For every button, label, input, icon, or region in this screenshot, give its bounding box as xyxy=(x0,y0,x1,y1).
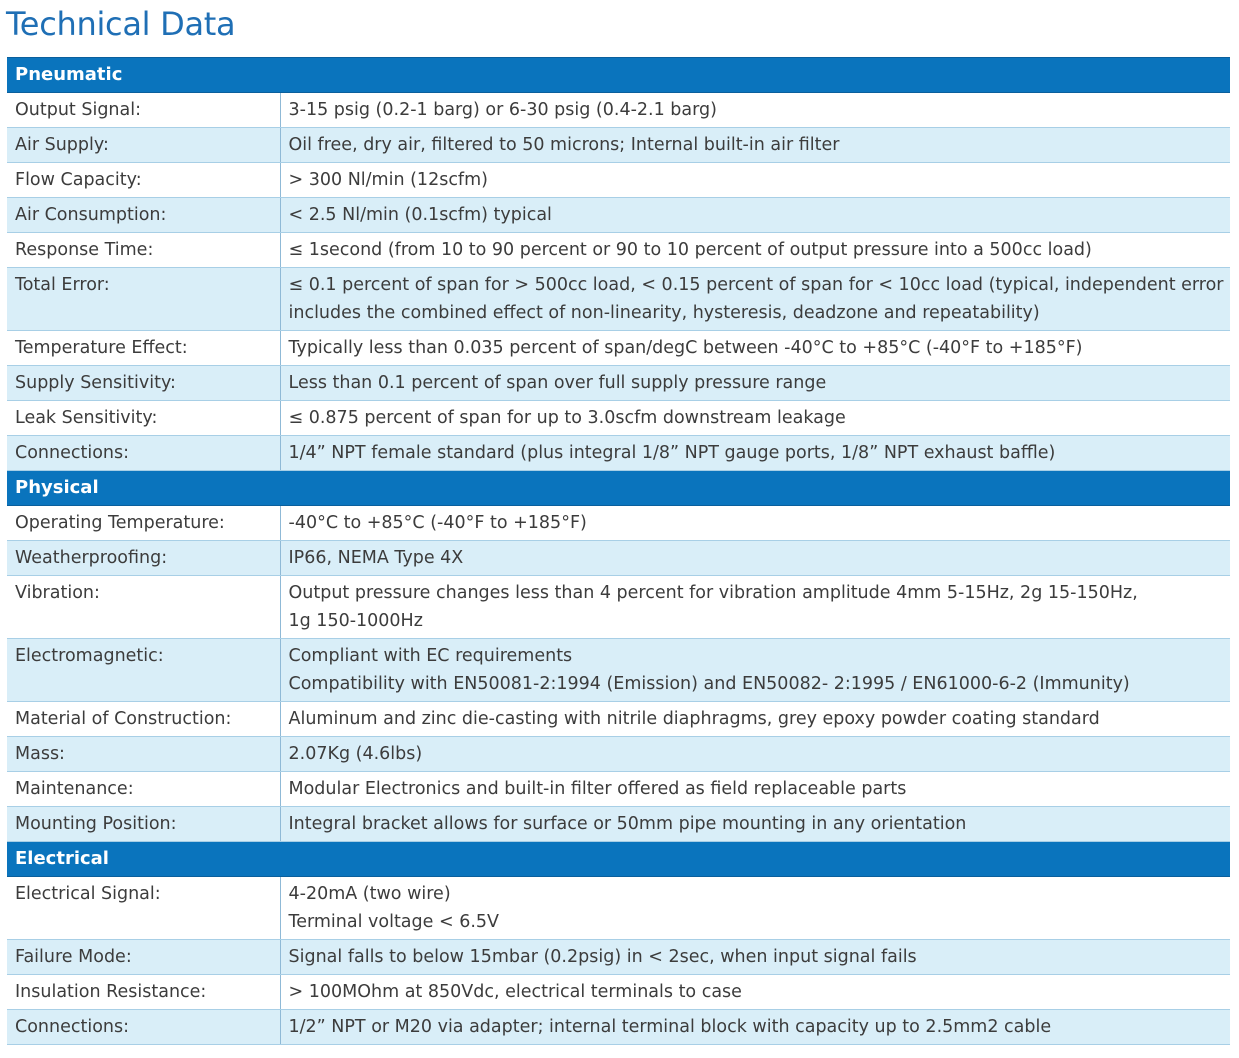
table-row xyxy=(7,576,1230,639)
spec-value-line: Signal falls to below 15mbar (0.2psig) in < 2sec, when input signal fails xyxy=(288,947,917,967)
spec-value-line: > 100MOhm at 850Vdc, electrical terminals to case xyxy=(288,982,742,1002)
spec-value-line: IP66, NEMA Type 4X xyxy=(288,548,464,568)
section-heading: Electrical xyxy=(7,842,1230,877)
spec-value-line: Typically less than 0.035 percent of span/degC between -40°C to +85°C (-40°F to +185°F) xyxy=(288,338,1083,358)
table-row xyxy=(7,163,1230,198)
table-row xyxy=(7,541,1230,576)
spec-value xyxy=(280,506,1230,541)
spec-value xyxy=(280,975,1230,1010)
spec-value-line: Compliant with EC requirements xyxy=(288,646,573,666)
section-header-physical xyxy=(7,471,1230,506)
spec-value-line: 1g 150-1000Hz xyxy=(288,611,423,631)
spec-value-line: > 300 Nl/min (12scfm) xyxy=(288,170,488,190)
table-row xyxy=(7,366,1230,401)
spec-value xyxy=(280,772,1230,807)
spec-value-line: includes the combined effect of non-linearity, hysteresis, deadzone and repeatability) xyxy=(288,303,1040,323)
spec-value xyxy=(280,331,1230,366)
spec-value xyxy=(280,366,1230,401)
table-row xyxy=(7,268,1230,331)
spec-value-line: -40°C to +85°C (-40°F to +185°F) xyxy=(288,513,587,533)
spec-label: Mounting Position: xyxy=(7,807,280,842)
spec-value xyxy=(280,401,1230,436)
spec-value xyxy=(280,1010,1230,1045)
table-row xyxy=(7,737,1230,772)
spec-value xyxy=(280,702,1230,737)
table-row xyxy=(7,702,1230,737)
spec-value xyxy=(280,737,1230,772)
spec-value-line: 3-15 psig (0.2-1 barg) or 6-30 psig (0.4-2.1 barg) xyxy=(288,100,717,120)
spec-value-line: 1/4” NPT female standard (plus integral 1/8” NPT gauge ports, 1/8” NPT exhaust baffle) xyxy=(288,443,1056,463)
table-row xyxy=(7,331,1230,366)
section-header-pneumatic xyxy=(7,58,1230,93)
spec-value-line: ≤ 0.1 percent of span for > 500cc load, < 0.15 percent of span for < 10cc load (typical, independent error xyxy=(288,275,1224,295)
spec-label: Operating Temperature: xyxy=(7,506,280,541)
spec-value xyxy=(280,940,1230,975)
spec-value-line: Compatibility with EN50081-2:1994 (Emission) and EN50082- 2:1995 / EN61000-6-2 (Immunity) xyxy=(288,674,1130,694)
spec-label: Temperature Effect: xyxy=(7,331,280,366)
spec-value xyxy=(280,807,1230,842)
spec-value xyxy=(280,198,1230,233)
spec-value-line: Modular Electronics and built-in filter offered as field replaceable parts xyxy=(288,779,907,799)
technical-data-body xyxy=(7,58,1230,1045)
table-row xyxy=(7,93,1230,128)
spec-value-line: 4-20mA (two wire) xyxy=(288,884,451,904)
section-heading: Pneumatic xyxy=(7,58,1230,93)
spec-label: Mass: xyxy=(7,737,280,772)
technical-data-table xyxy=(7,57,1230,1045)
table-row xyxy=(7,401,1230,436)
table-row xyxy=(7,772,1230,807)
spec-value-line: Oil free, dry air, filtered to 50 microns; Internal built-in air filter xyxy=(288,135,840,155)
spec-value-line: Terminal voltage < 6.5V xyxy=(288,912,499,932)
spec-value xyxy=(280,541,1230,576)
spec-label: Response Time: xyxy=(7,233,280,268)
page-title: Technical Data xyxy=(6,5,236,43)
spec-label: Vibration: xyxy=(7,576,280,639)
spec-value xyxy=(280,93,1230,128)
spec-value-line: Output pressure changes less than 4 percent for vibration amplitude 4mm 5-15Hz, 2g 15-150Hz, xyxy=(288,583,1138,603)
table-row xyxy=(7,877,1230,940)
spec-value xyxy=(280,576,1230,639)
spec-label: Flow Capacity: xyxy=(7,163,280,198)
spec-value-line: Integral bracket allows for surface or 50mm pipe mounting in any orientation xyxy=(288,814,967,834)
spec-label: Electrical Signal: xyxy=(7,877,280,940)
spec-value xyxy=(280,163,1230,198)
table-row xyxy=(7,506,1230,541)
spec-label: Supply Sensitivity: xyxy=(7,366,280,401)
spec-label: Weatherproofing: xyxy=(7,541,280,576)
spec-value-line: 1/2” NPT or M20 via adapter; internal terminal block with capacity up to 2.5mm2 cable xyxy=(288,1017,1052,1037)
table-row xyxy=(7,940,1230,975)
table-row xyxy=(7,807,1230,842)
spec-label: Output Signal: xyxy=(7,93,280,128)
spec-label: Maintenance: xyxy=(7,772,280,807)
table-row xyxy=(7,1010,1230,1045)
table-row xyxy=(7,436,1230,471)
table-row xyxy=(7,639,1230,702)
spec-value-line: Less than 0.1 percent of span over full supply pressure range xyxy=(288,373,827,393)
spec-label: Air Consumption: xyxy=(7,198,280,233)
section-heading: Physical xyxy=(7,471,1230,506)
spec-value xyxy=(280,268,1230,331)
spec-label: Material of Construction: xyxy=(7,702,280,737)
spec-value-line: ≤ 1second (from 10 to 90 percent or 90 to 10 percent of output pressure into a 500cc load) xyxy=(288,240,1092,260)
spec-label: Connections: xyxy=(7,1010,280,1045)
spec-label: Electromagnetic: xyxy=(7,639,280,702)
spec-value xyxy=(280,128,1230,163)
spec-label: Leak Sensitivity: xyxy=(7,401,280,436)
spec-value xyxy=(280,233,1230,268)
spec-value-line: < 2.5 Nl/min (0.1scfm) typical xyxy=(288,205,552,225)
spec-label: Insulation Resistance: xyxy=(7,975,280,1010)
spec-value xyxy=(280,436,1230,471)
spec-label: Total Error: xyxy=(7,268,280,331)
section-header-electrical xyxy=(7,842,1230,877)
spec-value-line: 2.07Kg (4.6lbs) xyxy=(288,744,423,764)
spec-label: Failure Mode: xyxy=(7,940,280,975)
spec-value xyxy=(280,877,1230,940)
spec-value xyxy=(280,639,1230,702)
table-row xyxy=(7,198,1230,233)
spec-label: Connections: xyxy=(7,436,280,471)
spec-label: Air Supply: xyxy=(7,128,280,163)
spec-value-line: ≤ 0.875 percent of span for up to 3.0scfm downstream leakage xyxy=(288,408,846,428)
table-row xyxy=(7,128,1230,163)
spec-value-line: Aluminum and zinc die-casting with nitrile diaphragms, grey epoxy powder coating standard xyxy=(288,709,1100,729)
table-row xyxy=(7,233,1230,268)
table-row xyxy=(7,975,1230,1010)
